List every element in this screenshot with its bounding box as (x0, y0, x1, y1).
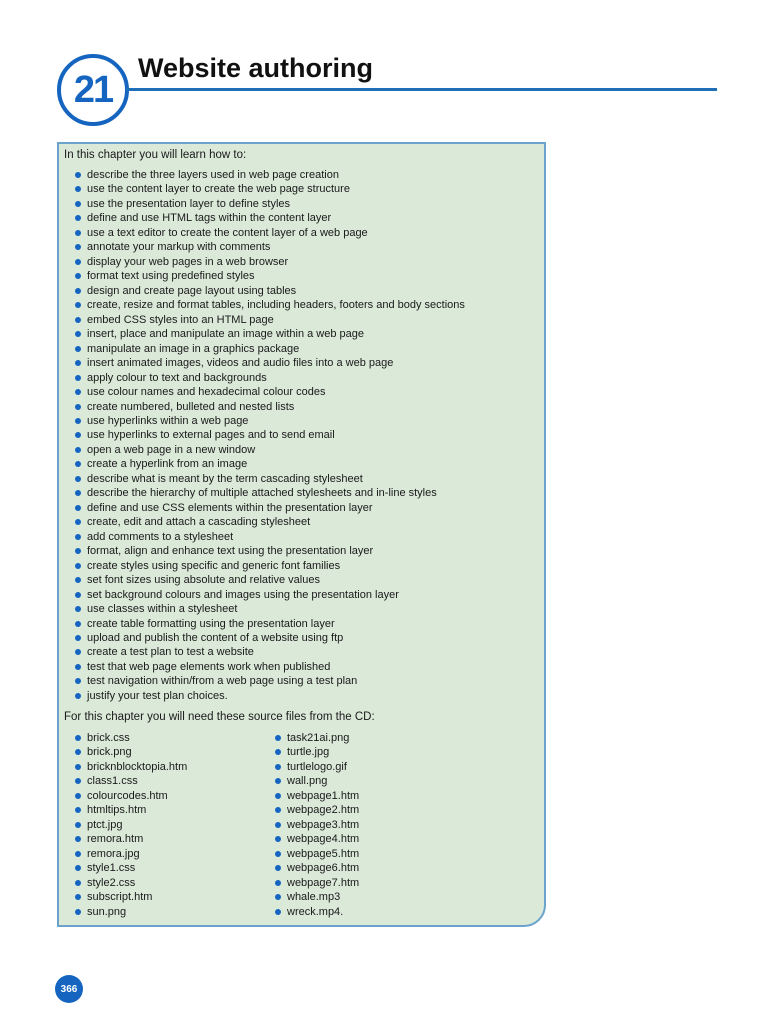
source-file-item: turtle.jpg (274, 745, 359, 759)
objective-item: describe what is meant by the term cascading stylesheet (74, 472, 465, 486)
title-underline (126, 88, 717, 91)
objective-item: create numbered, bulleted and nested lists (74, 400, 465, 414)
objective-item: define and use HTML tags within the content layer (74, 211, 465, 225)
objective-item: display your web pages in a web browser (74, 255, 465, 269)
source-file-item: webpage7.htm (274, 876, 359, 890)
objective-item: manipulate an image in a graphics package (74, 342, 465, 356)
source-file-item: webpage6.htm (274, 861, 359, 875)
source-file-item: bricknblocktopia.htm (74, 760, 187, 774)
source-file-item: htmltips.htm (74, 803, 187, 817)
source-file-item: class1.css (74, 774, 187, 788)
objective-item: add comments to a stylesheet (74, 530, 465, 544)
chapter-number-badge (57, 54, 129, 126)
objective-item: apply colour to text and backgrounds (74, 371, 465, 385)
objective-item: use colour names and hexadecimal colour codes (74, 385, 465, 399)
learning-objectives-box (57, 142, 546, 927)
source-file-item: subscript.htm (74, 890, 187, 904)
source-file-item: brick.png (74, 745, 187, 759)
source-file-item: wall.png (274, 774, 359, 788)
objective-item: justify your test plan choices. (74, 689, 465, 703)
objective-item: use hyperlinks to external pages and to send email (74, 428, 465, 442)
objective-item: test navigation within/from a web page using a test plan (74, 674, 465, 688)
objective-item: use the presentation layer to define styles (74, 197, 465, 211)
objective-item: define and use CSS elements within the presentation layer (74, 501, 465, 515)
objective-item: test that web page elements work when published (74, 660, 465, 674)
source-file-item: whale.mp3 (274, 890, 359, 904)
objective-item: describe the hierarchy of multiple attached stylesheets and in-line styles (74, 486, 465, 500)
objective-item: set font sizes using absolute and relative values (74, 573, 465, 587)
objective-item: create a hyperlink from an image (74, 457, 465, 471)
objective-item: create, resize and format tables, including headers, footers and body sections (74, 298, 465, 312)
source-file-item: task21ai.png (274, 731, 359, 745)
source-files-list-right (274, 731, 359, 919)
objective-item: use the content layer to create the web page structure (74, 182, 465, 196)
source-file-item: colourcodes.htm (74, 789, 187, 803)
objective-item: set background colours and images using the presentation layer (74, 588, 465, 602)
objective-item: insert animated images, videos and audio files into a web page (74, 356, 465, 370)
source-file-item: wreck.mp4. (274, 905, 359, 919)
objectives-list (74, 168, 465, 703)
source-file-item: ptct.jpg (74, 818, 187, 832)
source-file-item: remora.jpg (74, 847, 187, 861)
objective-item: create a test plan to test a website (74, 645, 465, 659)
objective-item: use hyperlinks within a web page (74, 414, 465, 428)
objective-item: describe the three layers used in web page creation (74, 168, 465, 182)
source-file-item: webpage3.htm (274, 818, 359, 832)
source-file-item: turtlelogo.gif (274, 760, 359, 774)
objective-item: create styles using specific and generic font families (74, 559, 465, 573)
objective-item: insert, place and manipulate an image within a web page (74, 327, 465, 341)
source-file-item: remora.htm (74, 832, 187, 846)
source-files-intro: For this chapter you will need these source files from the CD: (64, 711, 375, 723)
objective-item: embed CSS styles into an HTML page (74, 313, 465, 327)
objectives-intro: In this chapter you will learn how to: (64, 149, 247, 161)
source-file-item: sun.png (74, 905, 187, 919)
source-file-item: style1.css (74, 861, 187, 875)
objective-item: annotate your markup with comments (74, 240, 465, 254)
source-file-item: brick.css (74, 731, 187, 745)
chapter-title: Website authoring (138, 53, 374, 83)
source-files-list-left (74, 731, 187, 919)
source-file-item: webpage4.htm (274, 832, 359, 846)
page-number: 366 (60, 983, 78, 995)
objective-item: create table formatting using the presentation layer (74, 617, 465, 631)
source-file-item: webpage2.htm (274, 803, 359, 817)
page-number-badge (55, 975, 83, 1003)
objective-item: format text using predefined styles (74, 269, 465, 283)
objective-item: upload and publish the content of a website using ftp (74, 631, 465, 645)
objective-item: design and create page layout using tables (74, 284, 465, 298)
objective-item: create, edit and attach a cascading stylesheet (74, 515, 465, 529)
objective-item: use classes within a stylesheet (74, 602, 465, 616)
chapter-number: 21 (73, 68, 113, 111)
source-file-item: style2.css (74, 876, 187, 890)
objective-item: format, align and enhance text using the presentation layer (74, 544, 465, 558)
source-file-item: webpage1.htm (274, 789, 359, 803)
objective-item: open a web page in a new window (74, 443, 465, 457)
source-file-item: webpage5.htm (274, 847, 359, 861)
objective-item: use a text editor to create the content layer of a web page (74, 226, 465, 240)
